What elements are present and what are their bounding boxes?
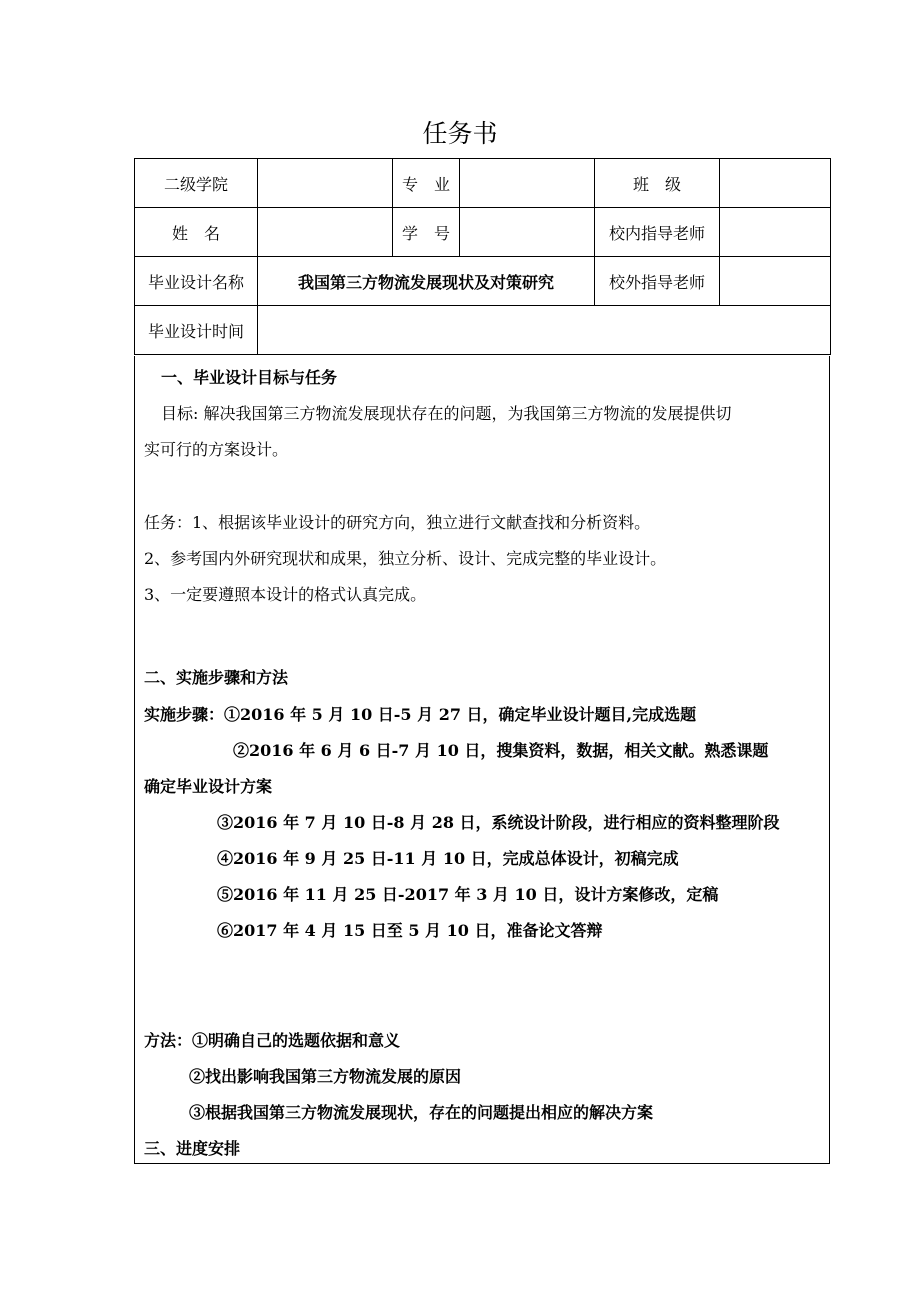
table-row [135, 306, 831, 355]
value-class [720, 159, 831, 208]
goal-line-2: 实可行的方案设计。 [144, 440, 289, 459]
label-class: 班 级 [595, 159, 720, 208]
table-row [135, 257, 831, 306]
section-heading-goals: 一、毕业设计目标与任务 [161, 368, 338, 387]
document-title: 任务书 [422, 119, 498, 148]
label-college: 二级学院 [135, 159, 258, 208]
value-college [258, 159, 393, 208]
table-row [135, 208, 831, 257]
label-external-advisor: 校外指导老师 [595, 257, 720, 306]
value-project-name: 我国第三方物流发展现状及对策研究 [258, 257, 595, 306]
table-row [135, 159, 831, 208]
value-major [460, 159, 595, 208]
label-major: 专 业 [393, 159, 460, 208]
value-internal-advisor [720, 208, 831, 257]
label-project-time: 毕业设计时间 [135, 306, 258, 355]
value-name [258, 208, 393, 257]
step-line-4: ④2016 年 9 月 25 日-11 月 10 日，完成总体设计，初稿完成 [217, 849, 679, 868]
step-line-2b: 确定毕业设计方案 [144, 777, 273, 796]
step-line-1: 实施步骤：①2016 年 5 月 10 日-5 月 27 日，确定毕业设计题目,完成选题 [144, 705, 697, 724]
value-project-time [258, 306, 831, 355]
method-line-1: 方法：①明确自己的选题依据和意义 [144, 1031, 401, 1050]
task-line-1: 任务：1、根据该毕业设计的研究方向，独立进行文献查找和分析资料。 [144, 513, 651, 532]
step-line-2a: ②2016 年 6 月 6 日-7 月 10 日，搜集资料，数据，相关文献。熟悉课题 [233, 741, 769, 760]
section-heading-schedule: 三、进度安排 [144, 1139, 241, 1158]
label-name: 姓 名 [135, 208, 258, 257]
value-student-id [460, 208, 595, 257]
method-line-2: ②找出影响我国第三方物流发展的原因 [189, 1067, 462, 1086]
content-box [134, 356, 830, 1164]
section-heading-steps: 二、实施步骤和方法 [144, 668, 289, 687]
step-line-3: ③2016 年 7 月 10 日-8 月 28 日，系统设计阶段，进行相应的资料整理阶段 [217, 813, 780, 832]
value-external-advisor [720, 257, 831, 306]
step-line-5: ⑤2016 年 11 月 25 日-2017 年 3 月 10 日，设计方案修改，定稿 [217, 885, 719, 904]
task-line-2: 2、参考国内外研究现状和成果，独立分析、设计、完成完整的毕业设计。 [144, 549, 667, 568]
label-student-id: 学 号 [393, 208, 460, 257]
label-internal-advisor: 校内指导老师 [595, 208, 720, 257]
method-line-3: ③根据我国第三方物流发展现状，存在的问题提出相应的解决方案 [189, 1103, 654, 1122]
goal-line-1: 目标: 解决我国第三方物流发展现状存在的问题，为我国第三方物流的发展提供切 [161, 404, 732, 423]
step-line-6: ⑥2017 年 4 月 15 日至 5 月 10 日，准备论文答辩 [217, 921, 603, 940]
label-project-name: 毕业设计名称 [135, 257, 258, 306]
info-table [134, 158, 831, 355]
task-line-3: 3、一定要遵照本设计的格式认真完成。 [144, 585, 427, 604]
